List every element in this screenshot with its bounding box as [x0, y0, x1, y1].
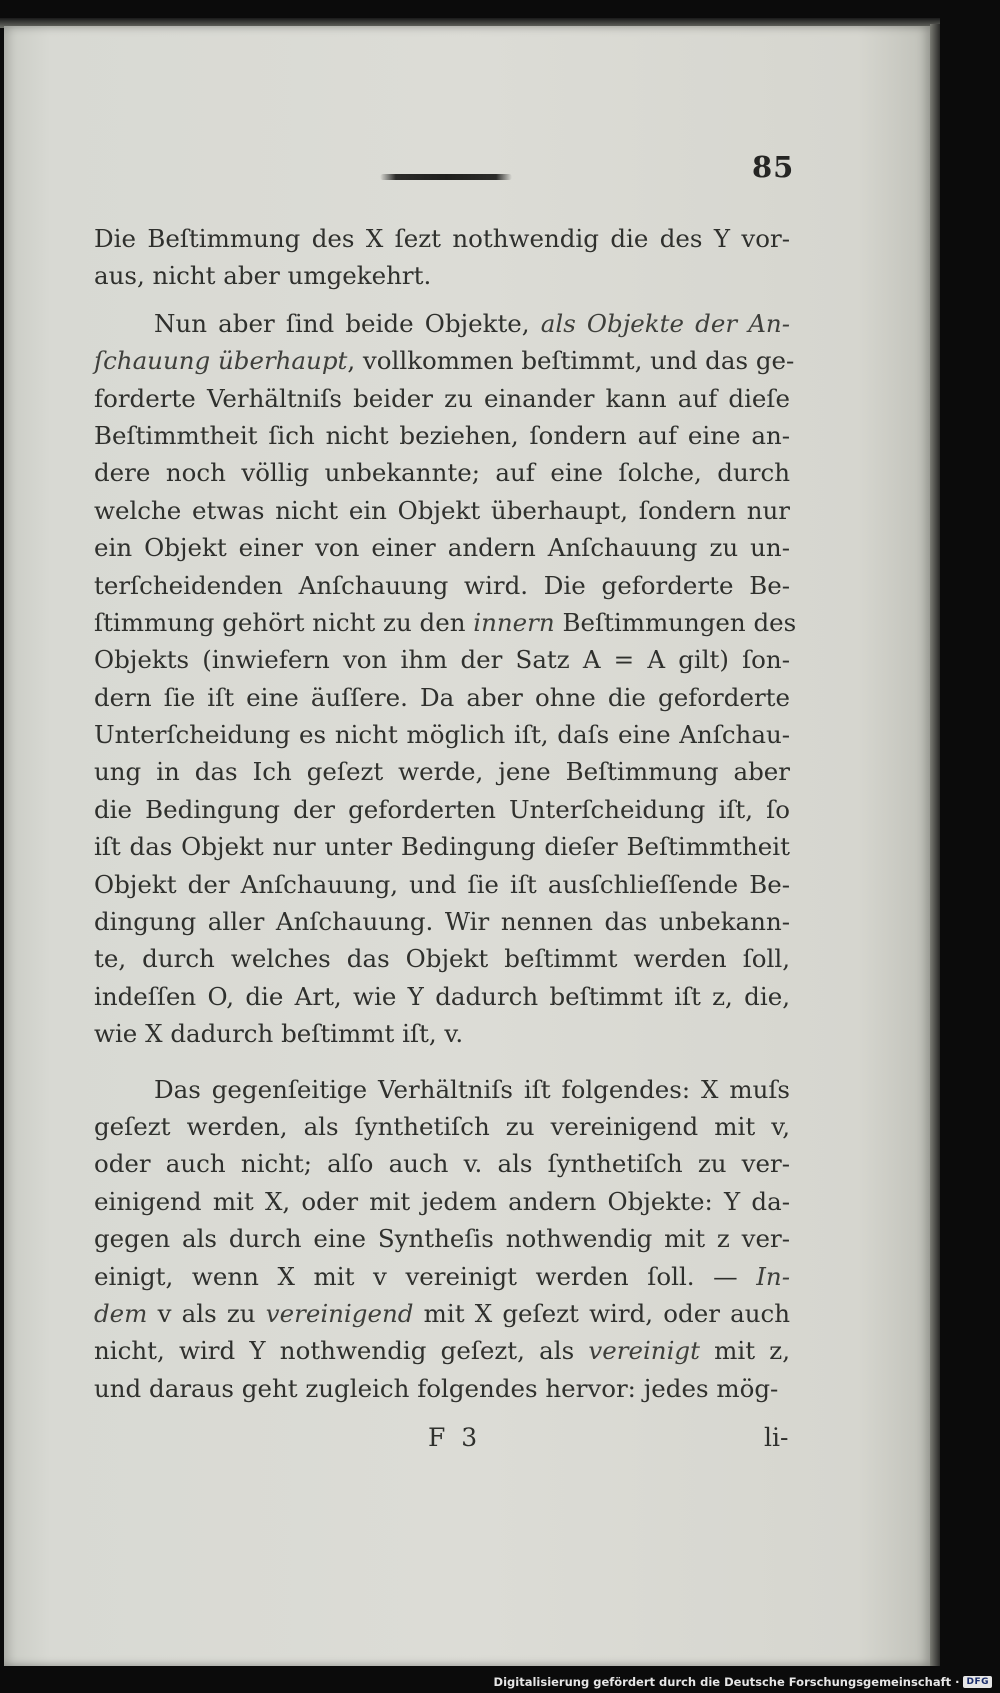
emphasized-text: als Objekte der An- [540, 308, 790, 338]
emphasized-text: In- [756, 1261, 790, 1291]
text-line [94, 305, 790, 342]
printer-signature-mark: F 3 [428, 1423, 482, 1452]
text-line [94, 417, 790, 454]
dfg-logo-icon: DFG [963, 1676, 992, 1688]
text-line [94, 567, 790, 604]
text-segment: Beſtimmtheit ſich nicht beziehen, ſondern auf eine an- [94, 420, 790, 450]
text-line [94, 940, 790, 977]
text-line [94, 454, 790, 491]
paragraph-gap [94, 1053, 790, 1071]
text-line [94, 1015, 790, 1052]
text-segment: nicht, wird Y nothwendig geſezt, als [94, 1336, 589, 1366]
text-segment: oder auch nicht; alſo auch v. als ſynthetiſch zu ver- [94, 1149, 790, 1179]
text-line [94, 753, 790, 790]
emphasized-text: vereinigt [588, 1336, 700, 1366]
text-segment: Das gegenſeitige Verhältniſs iſt folgendes: X muſs [154, 1074, 790, 1104]
text-segment: ein Objekt einer von einer andern Anſchauung zu un- [94, 533, 790, 563]
text-segment: einigend mit X, oder mit jedem andern Objekte: Y da- [94, 1186, 790, 1216]
text-segment: geſezt werden, als ſynthetiſch zu vereinigend mit v, [94, 1111, 790, 1141]
page-fore-edge [930, 24, 940, 1666]
text-line [94, 1295, 790, 1332]
text-line [94, 380, 790, 417]
text-segment: te, durch welches das Objekt beſtimmt werden ſoll, [94, 944, 790, 974]
text-segment: welche etwas nicht ein Objekt überhaupt, ſondern nur [94, 495, 790, 525]
text-line [94, 1220, 790, 1257]
text-segment: v als zu [147, 1298, 266, 1328]
text-segment: Objekt der Anſchauung, und ſie iſt ausſchlieſſende Be- [94, 869, 790, 899]
text-line [94, 1145, 790, 1182]
text-line [94, 791, 790, 828]
text-segment: Die Beſtimmung des X ſezt nothwendig die des Y vor- [94, 224, 790, 253]
text-line [94, 1071, 790, 1108]
text-line [94, 1370, 790, 1407]
text-segment: mit z, [699, 1336, 791, 1366]
text-line [94, 529, 790, 566]
paragraph-gap [94, 295, 790, 305]
text-segment: indeſſen O, die Art, wie Y dadurch beſtimmt iſt z, die, [94, 981, 790, 1011]
text-segment: ung in das Ich geſezt werde, jene Beſtimmung aber [94, 757, 790, 787]
header-ornament-rule [380, 174, 512, 180]
digitization-credit [494, 1675, 992, 1689]
text-segment: Beſtimmungen des [554, 607, 797, 637]
text-line [94, 257, 790, 294]
text-line [94, 1258, 790, 1295]
text-line [94, 604, 797, 641]
text-segment: dere noch völlig unbekannte; auf eine ſolche, durch [94, 458, 790, 488]
credit-text: Digitalisierung gefördert durch die Deutsche Forschungsgemeinschaft · [493, 1675, 960, 1689]
emphasized-text: dem [94, 1298, 148, 1328]
text-segment: und daraus geht zugleich folgendes hervor: jedes mög- [94, 1373, 779, 1403]
text-line [94, 903, 790, 940]
text-line [94, 828, 790, 865]
text-segment: dern ſie iſt eine äuſſere. Da aber ohne die geforderte [94, 682, 790, 712]
emphasized-text: vereinigend [265, 1298, 414, 1328]
text-line [94, 716, 790, 753]
text-line [94, 1108, 790, 1145]
text-line [94, 866, 790, 903]
text-segment: einigt, wenn X mit v vereinigt werden ſoll. — [94, 1261, 757, 1291]
catchword: li- [764, 1423, 789, 1452]
text-line [94, 220, 790, 257]
emphasized-text: ſchauung überhaupt [94, 346, 348, 376]
text-segment: wie X dadurch beſtimmt iſt, v. [94, 1019, 464, 1049]
text-segment: mit X geſezt wird, oder auch [413, 1298, 790, 1328]
text-segment: forderte Verhältniſs beider zu einander kann auf dieſe [94, 383, 790, 413]
text-line [94, 978, 790, 1015]
text-line [94, 641, 790, 678]
text-segment: aus, nicht aber umgekehrt. [94, 261, 432, 291]
text-segment: , vollkommen beſtimmt, und das ge- [347, 346, 795, 376]
text-line [94, 1332, 790, 1369]
text-segment: die Bedingung der geforderten Unterſcheidung iſt, ſo [94, 794, 790, 824]
text-line [94, 342, 795, 379]
emphasized-text: innern [473, 607, 555, 637]
text-segment: gegen als durch eine Syntheſis nothwendig mit z ver- [94, 1224, 790, 1254]
text-line [94, 492, 790, 529]
text-segment: ſtimmung gehört nicht zu den [94, 607, 474, 637]
text-line [94, 679, 790, 716]
text-segment: Nun aber ſind beide Objekte, [154, 308, 541, 338]
text-segment: terſcheidenden Anſchauung wird. Die geforderte Be- [94, 570, 790, 600]
page-number: 85 [752, 150, 795, 184]
text-line [94, 1183, 790, 1220]
text-segment: dingung aller Anſchauung. Wir nennen das unbekann- [94, 907, 790, 937]
text-segment: iſt das Objekt nur unter Bedingung dieſer Beſtimmtheit [94, 832, 790, 862]
body-text [94, 220, 797, 1407]
text-segment: Unterſcheidung es nicht möglich iſt, daſs eine Anſchau- [94, 720, 790, 750]
text-segment: Objekts (inwiefern von ihm der Satz A = A gilt) ſon- [94, 645, 790, 675]
